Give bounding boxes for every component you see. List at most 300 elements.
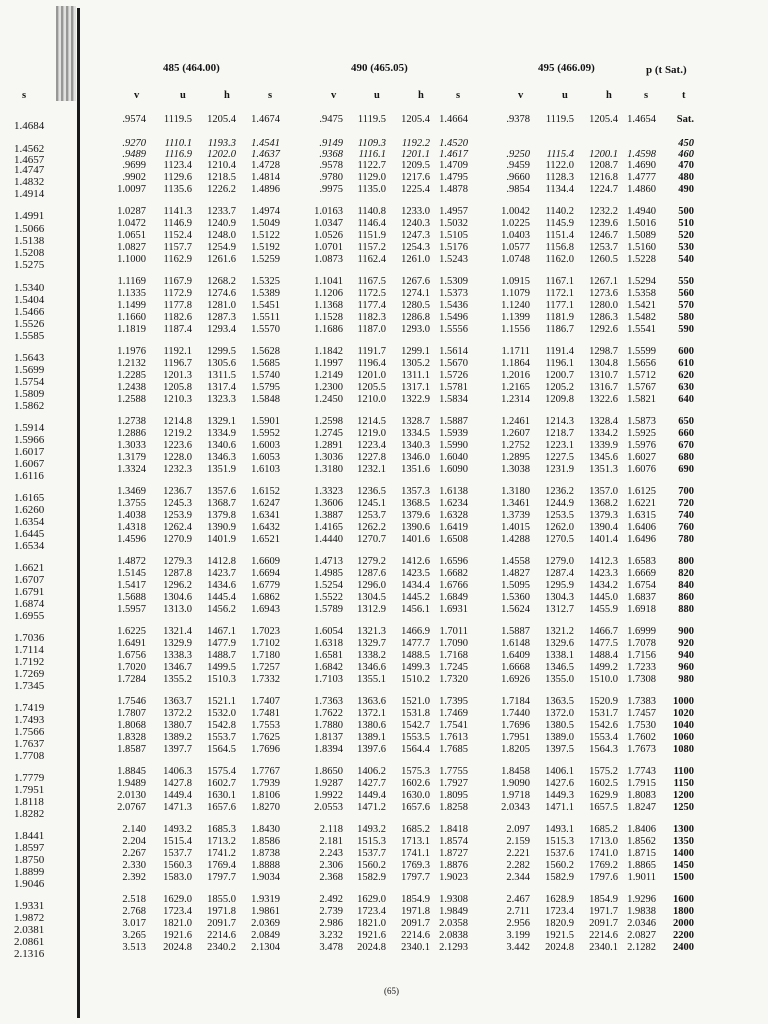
table-cell: 1380.7	[163, 720, 192, 731]
table-cell: 1110.1	[164, 138, 192, 149]
table-cell: 1187.4	[163, 324, 192, 335]
table-cell: 1.6225	[117, 626, 146, 637]
table-cell: 1.7332	[251, 674, 280, 685]
table-cell: 1389.1	[357, 732, 386, 743]
table-cell: 1445.2	[401, 592, 430, 603]
table-cell: 1128.3	[545, 172, 574, 183]
table-cell: 2.330	[122, 860, 146, 871]
left-s-value: 1.5340	[14, 282, 45, 294]
table-cell: 1.6583	[627, 556, 656, 567]
table-cell: 1311.5	[207, 370, 236, 381]
table-cell: 1328.4	[589, 416, 618, 427]
table-cell: 1434.2	[589, 580, 618, 591]
table-cell: 1.5556	[439, 324, 468, 335]
table-cell: 1.1528	[314, 312, 343, 323]
left-s-value: 1.7269	[14, 668, 45, 680]
table-cell: 1602.6	[401, 778, 430, 789]
table-cell: 1.9718	[501, 790, 530, 801]
table-cell: 1380.5	[545, 720, 574, 731]
table-cell: 1273.6	[589, 288, 618, 299]
table-cell: 1553.7	[207, 732, 236, 743]
table-cell: 1267.1	[589, 276, 618, 287]
left-s-value: 1.5585	[14, 330, 45, 342]
table-cell: 1.5821	[627, 394, 656, 405]
table-cell: 1224.7	[589, 184, 618, 195]
left-s-value: 1.8750	[14, 854, 45, 866]
left-s-value: 1.8118	[14, 796, 44, 808]
table-cell: 460	[678, 149, 694, 160]
table-cell: 1685.3	[207, 824, 236, 835]
table-cell: 1.6053	[251, 452, 280, 463]
table-cell: 1.0225	[501, 218, 530, 229]
table-cell: 1368.5	[401, 498, 430, 509]
table-cell: 1821.0	[163, 918, 192, 929]
table-cell: 1560.2	[545, 860, 574, 871]
table-cell: 1157.7	[163, 242, 192, 253]
table-cell: .9459	[506, 160, 530, 171]
table-cell: 1.7184	[501, 696, 530, 707]
table-cell: 1.8888	[251, 860, 280, 871]
table-cell: 1.7090	[439, 638, 468, 649]
table-cell: 1.7011	[439, 626, 468, 637]
table-cell: 1.5095	[501, 580, 530, 591]
table-cell: 3.232	[319, 930, 343, 941]
table-cell: 1456.1	[401, 604, 430, 615]
table-cell: 1.7807	[117, 708, 146, 719]
table-cell: 1.1399	[501, 312, 530, 323]
table-cell: 1200	[673, 790, 694, 801]
table-cell: 1134.4	[545, 184, 574, 195]
table-cell: 1488.5	[401, 650, 430, 661]
left-s-value: 1.4914	[14, 188, 45, 200]
table-cell: 2.1304	[251, 942, 280, 953]
table-cell: 1196.4	[357, 358, 386, 369]
table-cell: 2024.8	[357, 942, 386, 953]
table-cell: 1.7553	[251, 720, 280, 731]
table-cell: 1.5358	[627, 288, 656, 299]
table-cell: 700	[678, 486, 694, 497]
table-cell: 1.5243	[439, 254, 468, 265]
table-cell: 1400	[673, 848, 694, 859]
table-cell: 1921.6	[163, 930, 192, 941]
table-cell: 1.1819	[117, 324, 146, 335]
table-cell: 2214.6	[401, 930, 430, 941]
table-row	[0, 674, 768, 686]
table-cell: 740	[678, 510, 694, 521]
table-cell: 1.4617	[439, 149, 468, 160]
table-cell: 1713.1	[401, 836, 430, 847]
table-cell: 1.7915	[627, 778, 656, 789]
table-row	[0, 650, 768, 662]
table-cell: 1295.9	[545, 580, 574, 591]
table-cell: 2.768	[122, 906, 146, 917]
table-row	[0, 346, 768, 358]
table-cell: 1287.8	[163, 568, 192, 579]
left-s-value: 1.5809	[14, 388, 45, 400]
table-row	[0, 848, 768, 860]
table-cell: 1.5789	[314, 604, 343, 615]
table-cell: 1.7156	[627, 650, 656, 661]
table-row	[0, 382, 768, 394]
table-cell: 1196.1	[545, 358, 574, 369]
table-cell: 800	[678, 556, 694, 567]
left-s-value: 1.6017	[14, 446, 45, 458]
table-cell: 2214.6	[589, 930, 618, 941]
table-cell: 1.5160	[627, 242, 656, 253]
table-cell: 1582.9	[545, 872, 574, 883]
table-cell: 1191.4	[545, 346, 574, 357]
table-cell: 2.711	[506, 906, 530, 917]
table-cell: 1270.9	[163, 534, 192, 545]
table-cell: 1298.7	[589, 346, 618, 357]
table-cell: 1262.0	[545, 522, 574, 533]
column-header-8: v	[518, 90, 524, 101]
table-cell: 1304.8	[589, 358, 618, 369]
table-cell: 1262.2	[357, 522, 386, 533]
table-cell: 1390.9	[207, 522, 236, 533]
table-cell: 1351.6	[401, 464, 430, 475]
table-cell: 1.6596	[439, 556, 468, 567]
left-s-value: 1.7192	[14, 656, 45, 668]
table-cell: 1.8586	[251, 836, 280, 847]
table-cell: 1629.9	[589, 790, 618, 801]
table-cell: 1379.6	[401, 510, 430, 521]
table-cell: 1971.8	[207, 906, 236, 917]
table-cell: 1.7245	[439, 662, 468, 673]
table-cell: 1262.4	[163, 522, 192, 533]
table-cell: 1.5089	[627, 230, 656, 241]
table-cell: 1329.1	[207, 416, 236, 427]
table-cell: 1328.7	[401, 416, 430, 427]
table-row	[0, 230, 768, 242]
table-cell: 1.7257	[251, 662, 280, 673]
table-cell: .9250	[506, 149, 530, 160]
table-cell: 1.5254	[314, 580, 343, 591]
table-cell: 1.5670	[439, 358, 468, 369]
table-cell: 1.5795	[251, 382, 280, 393]
table-cell: 1240.9	[207, 218, 236, 229]
table-row	[0, 370, 768, 382]
table-cell: 1.4709	[439, 160, 468, 171]
table-cell: 450	[678, 138, 694, 149]
table-cell: 1515.3	[545, 836, 574, 847]
left-s-value: 1.6067	[14, 458, 45, 470]
table-cell: 2.0130	[117, 790, 146, 801]
table-cell: 1971.8	[401, 906, 430, 917]
table-cell: 1.3606	[314, 498, 343, 509]
table-cell: 1140.2	[545, 206, 574, 217]
table-cell: 1156.8	[545, 242, 574, 253]
table-cell: 1.5887	[439, 416, 468, 427]
table-cell: 1427.7	[357, 778, 386, 789]
table-cell: 1253.7	[589, 242, 618, 253]
left-s-value: 1.9331	[14, 900, 45, 912]
table-cell: 1.4318	[117, 522, 146, 533]
table-cell: 1.5309	[439, 276, 468, 287]
table-row	[0, 592, 768, 604]
column-header-7: s	[456, 90, 461, 101]
table-cell: 1.7622	[314, 708, 343, 719]
table-cell: 3.513	[122, 942, 146, 953]
table-cell: 2.0346	[627, 918, 656, 929]
table-cell: 2.0343	[501, 802, 530, 813]
table-cell: 1346.3	[207, 452, 236, 463]
table-cell: 1412.8	[207, 556, 236, 567]
table-row	[0, 312, 768, 324]
table-cell: 1.9861	[251, 906, 280, 917]
table-cell: 1287.3	[207, 312, 236, 323]
table-cell: 1317.4	[207, 382, 236, 393]
table-cell: 1.4654	[627, 114, 656, 125]
table-row	[0, 160, 768, 172]
table-cell: 1227.8	[357, 452, 386, 463]
table-cell: 1.5176	[439, 242, 468, 253]
table-cell: 1.4598	[627, 149, 656, 160]
left-s-value: 1.7779	[14, 772, 45, 784]
table-cell: 1.9319	[251, 894, 280, 905]
table-cell: 1.5712	[627, 370, 656, 381]
table-cell: 1313.0	[163, 604, 192, 615]
table-cell: 1531.8	[401, 708, 430, 719]
table-cell: 1.2450	[314, 394, 343, 405]
table-cell: 1515.3	[357, 836, 386, 847]
table-cell: .9780	[319, 172, 343, 183]
table-cell: 960	[678, 662, 694, 673]
table-cell: 2.518	[122, 894, 146, 905]
table-cell: 1723.4	[163, 906, 192, 917]
table-cell: 1.0748	[501, 254, 530, 265]
table-cell: 1.3324	[117, 464, 146, 475]
table-cell: 1.8458	[501, 766, 530, 777]
table-cell: 1123.4	[163, 160, 192, 171]
table-cell: 1.5740	[251, 370, 280, 381]
table-cell: 1228.0	[163, 452, 192, 463]
left-s-value: 1.4747	[14, 164, 45, 176]
table-cell: 1553.5	[401, 732, 430, 743]
table-cell: 1172.9	[163, 288, 192, 299]
table-cell: 1.8865	[627, 860, 656, 871]
table-cell: 1329.9	[163, 638, 192, 649]
group-header-485: 485 (464.00)	[163, 62, 220, 74]
table-cell: 1685.2	[589, 824, 618, 835]
table-cell: 1219.2	[163, 428, 192, 439]
table-cell: 1560.3	[163, 860, 192, 871]
table-cell: 1.2745	[314, 428, 343, 439]
table-cell: 1334.2	[589, 428, 618, 439]
table-cell: 1445.0	[589, 592, 618, 603]
table-cell: 2.956	[506, 918, 530, 929]
table-cell: 1.5726	[439, 370, 468, 381]
table-cell: 1231.9	[545, 464, 574, 475]
table-cell: 1.7440	[501, 708, 530, 719]
table-cell: 670	[678, 440, 694, 451]
table-cell: 1.3180	[501, 486, 530, 497]
table-cell: 1372.0	[545, 708, 574, 719]
table-cell: 1.1976	[117, 346, 146, 357]
table-cell: 1.7168	[439, 650, 468, 661]
table-cell: 1209.8	[545, 394, 574, 405]
table-cell: 1537.6	[545, 848, 574, 859]
table-row	[0, 452, 768, 464]
table-cell: 1769.4	[207, 860, 236, 871]
table-cell: 2340.1	[401, 942, 430, 953]
table-cell: 940	[678, 650, 694, 661]
table-cell: 2.0358	[439, 918, 468, 929]
table-row	[0, 568, 768, 580]
table-cell: 1.1240	[501, 300, 530, 311]
table-cell: 1397.6	[357, 744, 386, 755]
table-cell: 1564.4	[401, 744, 430, 755]
table-cell: 1.6694	[251, 568, 280, 579]
left-s-value: 1.5404	[14, 294, 45, 306]
table-cell: 1304.6	[163, 592, 192, 603]
table-cell: 2.1293	[439, 942, 468, 953]
table-cell: 1.1041	[314, 276, 343, 287]
table-row	[0, 638, 768, 650]
table-cell: 1629.0	[163, 894, 192, 905]
table-row	[0, 802, 768, 814]
table-row	[0, 242, 768, 254]
left-s-value: 1.6791	[14, 586, 45, 598]
left-s-value: 1.5914	[14, 422, 45, 434]
table-cell: 1.7602	[627, 732, 656, 743]
table-cell: 1.5990	[439, 440, 468, 451]
table-cell: 1.0287	[117, 206, 146, 217]
table-cell: 1.4940	[627, 206, 656, 217]
table-cell: 1741.1	[401, 848, 430, 859]
left-s-value: 1.5643	[14, 352, 45, 364]
table-cell: 1.7880	[314, 720, 343, 731]
table-cell: 1.3038	[501, 464, 530, 475]
table-cell: 1921.5	[545, 930, 574, 941]
table-cell: 1445.4	[207, 592, 236, 603]
table-cell: 1.2132	[117, 358, 146, 369]
table-cell: 1.6103	[251, 464, 280, 475]
table-cell: 1201.1	[401, 149, 430, 160]
table-cell: 690	[678, 464, 694, 475]
table-cell: 720	[678, 498, 694, 509]
table-cell: 1.0097	[117, 184, 146, 195]
table-row	[0, 440, 768, 452]
table-cell: 1268.2	[207, 276, 236, 287]
table-cell: 980	[678, 674, 694, 685]
table-cell: 1.8562	[627, 836, 656, 847]
table-cell: 1.0873	[314, 254, 343, 265]
group-header-p-sat: p (t Sat.)	[646, 64, 687, 76]
table-cell: 1181.9	[545, 312, 574, 323]
table-cell: 1338.1	[545, 650, 574, 661]
table-cell: 1346.7	[163, 662, 192, 673]
table-cell: 570	[678, 300, 694, 311]
table-cell: 1.6682	[439, 568, 468, 579]
table-cell: 1305.2	[401, 358, 430, 369]
left-s-value: 1.7493	[14, 714, 45, 726]
table-cell: .9149	[319, 138, 343, 149]
table-cell: 1339.9	[589, 440, 618, 451]
table-cell: 1346.5	[545, 662, 574, 673]
table-row	[0, 206, 768, 218]
table-cell: 1.1000	[117, 254, 146, 265]
left-s-value: 1.7036	[14, 632, 45, 644]
table-cell: 1.5436	[439, 300, 468, 311]
scan-margin-mark	[56, 6, 76, 101]
table-cell: 3.199	[506, 930, 530, 941]
table-row	[0, 464, 768, 476]
table-cell: 1150	[673, 778, 694, 789]
table-cell: 1466.9	[401, 626, 430, 637]
left-s-value: 1.6116	[14, 470, 44, 482]
table-cell: 1477.5	[589, 638, 618, 649]
table-cell: 1510.0	[589, 674, 618, 685]
table-row	[0, 218, 768, 230]
table-cell: 1310.7	[589, 370, 618, 381]
table-cell: 1253.7	[357, 510, 386, 521]
left-s-value: 1.7708	[14, 750, 45, 762]
table-cell: 1.6508	[439, 534, 468, 545]
table-cell: 1.5873	[627, 416, 656, 427]
table-cell: 1.6419	[439, 522, 468, 533]
table-cell: 1.7696	[251, 744, 280, 755]
table-cell: 1.2016	[501, 370, 530, 381]
table-cell: 1.9287	[314, 778, 343, 789]
table-cell: 1232.2	[589, 206, 618, 217]
table-cell: 1.5421	[627, 300, 656, 311]
table-cell: 1379.3	[589, 510, 618, 521]
table-row	[0, 416, 768, 428]
left-s-value: 1.6707	[14, 574, 45, 586]
table-cell: 2.492	[319, 894, 343, 905]
table-cell: 1.4713	[314, 556, 343, 567]
table-cell: 1372.1	[357, 708, 386, 719]
table-cell: 1334.5	[401, 428, 430, 439]
table-cell: 1316.7	[589, 382, 618, 393]
table-cell: 1.4520	[439, 138, 468, 149]
table-cell: 1471.3	[163, 802, 192, 813]
table-cell: 1205.2	[545, 382, 574, 393]
table-cell: 560	[678, 288, 694, 299]
table-cell: 1140.8	[357, 206, 386, 217]
table-cell: 1.4795	[439, 172, 468, 183]
left-s-value: 1.5526	[14, 318, 45, 330]
table-cell: 1151.9	[357, 230, 386, 241]
table-cell: 1.9922	[314, 790, 343, 801]
table-cell: 1.5259	[251, 254, 280, 265]
table-cell: 1.7023	[251, 626, 280, 637]
table-cell: 2024.8	[163, 942, 192, 953]
table-cell: 1510.2	[401, 674, 430, 685]
table-cell: 1205.5	[357, 382, 386, 393]
table-cell: 1129.0	[357, 172, 386, 183]
table-cell: 1312.7	[545, 604, 574, 615]
table-row	[0, 662, 768, 674]
table-cell: 1.8738	[251, 848, 280, 859]
table-cell: 1.8845	[117, 766, 146, 777]
table-cell: 1363.6	[357, 696, 386, 707]
table-cell: 1723.4	[357, 906, 386, 917]
table-cell: 1192.2	[401, 138, 430, 149]
table-cell: 2.243	[319, 848, 343, 859]
table-cell: 1.4690	[627, 160, 656, 171]
group-header-495: 495 (466.09)	[538, 62, 595, 74]
table-cell: 650	[678, 416, 694, 427]
table-cell: 1167.1	[545, 276, 574, 287]
left-s-value: 1.5966	[14, 434, 45, 446]
table-cell: 1.7546	[117, 696, 146, 707]
table-cell: 1542.7	[401, 720, 430, 731]
table-cell: 1.6040	[439, 452, 468, 463]
table-cell: 760	[678, 522, 694, 533]
table-cell: 1.3469	[117, 486, 146, 497]
